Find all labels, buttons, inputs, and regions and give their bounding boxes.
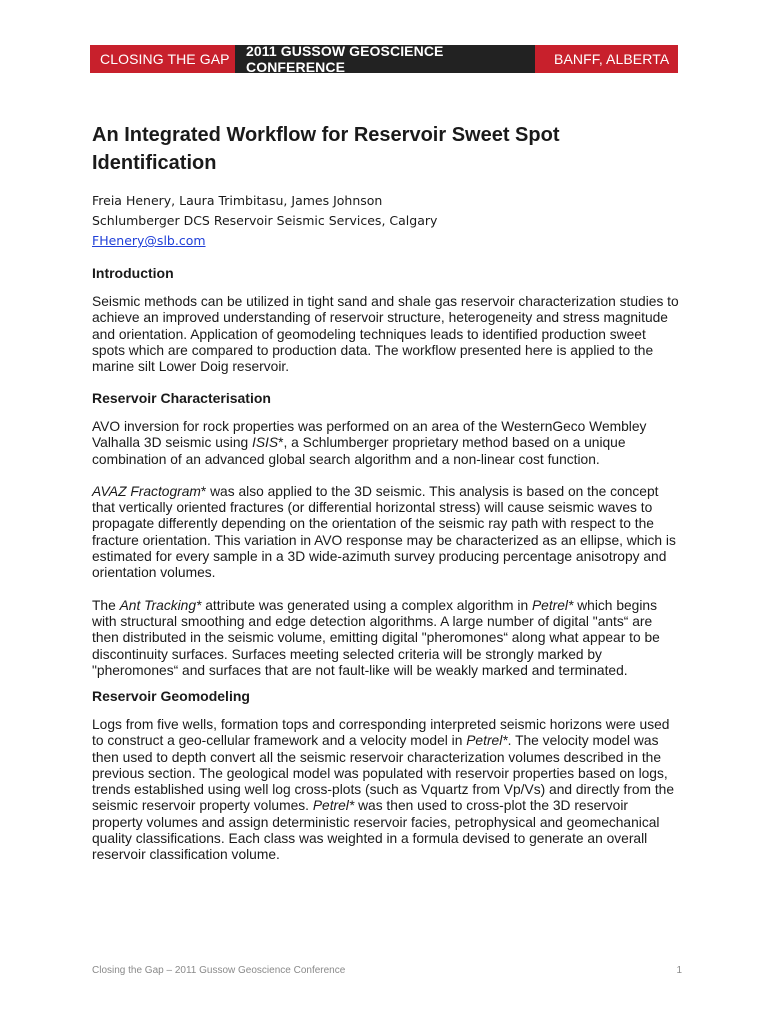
geomodeling-paragraph [92,717,682,864]
banner-center: 2011 GUSSOW GEOSCIENCE CONFERENCE [235,45,535,73]
characterisation-heading: Reservoir Characterisation [92,390,271,406]
geomodeling-section [92,687,682,864]
text-run: Logs from five wells, formation tops and corresponding interpreted seismic horizons were used to construct a geo-cellular framework and a velocity model in [92,717,670,749]
characterisation-section [92,389,682,679]
text-run: attribute was generated using a complex algorithm in [201,597,532,613]
author-email-link[interactable]: FHenery@slb.com [92,233,206,248]
footer-conference-name: Closing the Gap – 2011 Gussow Geoscience Conference [92,965,346,976]
text-run: The [92,597,120,613]
text-run: *, a Schlumberger proprietary method based on a unique combination of an advanced global search algorithm and a non-linear cost function. [92,435,626,467]
author-block [92,191,437,251]
text-run: . The velocity model was then used to depth convert all the seismic reservoir characterization volumes described in the previous section. The geological model was populated with reservoir properties based on logs, trends established using well log cross-plots (such as Vquartz from Vp/Vs) and directly from the seismic reservoir property volumes. [92,733,675,814]
introduction-heading: Introduction [92,265,174,281]
introduction-section [92,264,682,375]
isis-term: ISIS [252,435,279,451]
paper-title: An Integrated Workflow for Reservoir Sweet Spot Identification [92,124,560,174]
author-affiliation: Schlumberger DCS Reservoir Seismic Services, Calgary [92,213,438,228]
text-run: AVO inversion for rock properties was performed on an area of the WesternGeco Wembley Valhalla 3D seismic using [92,419,647,451]
petrel-term: Petrel* [312,798,355,814]
introduction-paragraph: Seismic methods can be utilized in tight sand and shale gas reservoir characterization studies to achieve an improved understanding of reservoir structure, heterogeneity and stress magnitude and orientation. Application of geomodeling techniques leads to identified production sweet spots which are compared to production data. The workflow presented here is applied to the marine silt Lower Doig reservoir. [92,294,679,375]
characterisation-paragraph-3 [92,598,682,679]
banner-left: CLOSING THE GAP [90,45,235,73]
text-run: was then used to cross-plot the 3D reservoir property volumes and assign deterministic reservoir facies, petrophysical and geomechanical quality classifications. Each class was weighted in a formula devised to generate an overall reservoir classification volume. [92,798,660,863]
petrel-term: Petrel* [466,733,508,749]
geomodeling-heading: Reservoir Geomodeling [92,688,250,704]
page-number: 1 [676,965,682,976]
page-footer [92,965,682,979]
conference-banner [90,45,678,73]
text-run: * was also applied to the 3D seismic. This analysis is based on the concept that vertically oriented fractures (or differential horizontal stress) will cause seismic waves to propagate differently depending on the orientation of the seismic ray path with respect to the fracture orientation. This variation in AVO response may be characterized as an ellipse, which is estimated for every sample in a 3D wide-azimuth survey producing percentage anisotropy and orientation volumes. [92,483,676,581]
characterisation-paragraph-2 [92,484,682,582]
author-names: Freia Henery, Laura Trimbitasu, James Johnson [92,193,383,208]
banner-right: BANFF, ALBERTA [535,45,678,73]
text-run: which begins with structural smoothing and edge detection algorithms. A large number of digital "ants“ are then distributed in the seismic volume, emitting digital "pheromones“ along what appear to be discontinuity surfaces. Surfaces meeting selected criteria will be strongly marked by "pheromones“ and surfaces that are not fault-like will be weakly marked and terminated. [92,597,660,678]
characterisation-paragraph-1 [92,419,682,468]
ant-tracking-term: Ant Tracking* [119,597,202,613]
petrel-term: Petrel* [531,597,574,613]
avaz-term: AVAZ Fractogram [92,483,201,499]
